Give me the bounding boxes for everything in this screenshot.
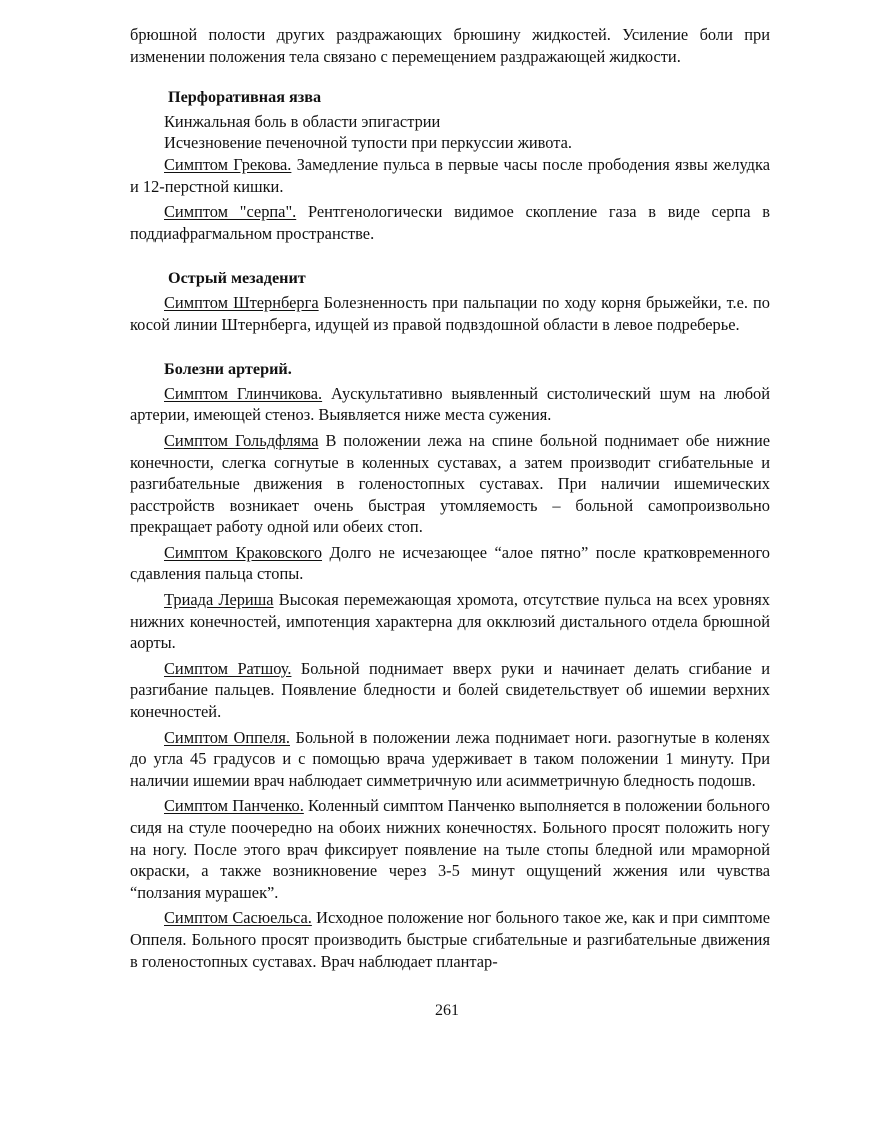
- symptom-description: Больной поднимает вверх руки и начинает делать сгибание и разгибание пальцев. Появление бледности и болей свидетельствует об ишемии верхних конечностей.: [130, 658, 770, 722]
- symptom-description: Болезненность при пальпации по ходу корня брыжейки, т.е. по косой линии Штернберга, идущей из правой подвздошной области в левое подреберье.: [130, 292, 770, 334]
- symptom-entry: [130, 201, 770, 244]
- symptom-description: Исходное положение ног больного такое же, как и при симптоме Оппеля. Больного просят производить быстрые сгибательные и разгибательные движения в голеностопных суставах. Врач наблюдает плантар-: [130, 908, 770, 971]
- section-heading: Перфоративная язва: [168, 88, 322, 107]
- symptom-term: Симптом Оппеля.: [164, 727, 290, 747]
- symptom-description: Высокая перемежающая хромота, отсутствие пульса на всех уровнях нижних конечностей, импотенция характерна для окклюзий дистального отдела брюшной аорты.: [130, 590, 770, 653]
- symptom-term: Симптом Гольдфляма: [164, 430, 319, 450]
- symptom-entry: [130, 727, 770, 792]
- symptom-description: Рентгенологически видимое скопление газа в виде серпа в поддиафрагмальном пространстве.: [130, 202, 770, 243]
- section-perforated-ulcer: [130, 87, 770, 244]
- symptom-entry: [130, 292, 770, 335]
- symptom-description: Больной в положении лежа поднимает ноги. разогнутые в коленях до угла 45 градусов и с помощью врача удерживает в таком положении 1 минуту. При наличии ишемии врач наблюдает симметричную или асимметричную бледность подошв.: [130, 727, 770, 790]
- intro-paragraph: брюшной полости других раздражающих брюшину жидкостей. Усиление боли при изменении положения тела связано с перемещением раздражающей жидкости.: [130, 25, 770, 66]
- symptom-description: Замедление пульса в первые часы после прободения язвы желудка и 12-перстной кишки.: [130, 154, 770, 196]
- symptom-entry: [130, 542, 770, 585]
- symptom-entry: [130, 383, 770, 426]
- symptom-entry: [130, 154, 770, 197]
- symptom-term: Триада Лериша: [164, 590, 274, 610]
- symptom-term: Симптом Штернберга: [164, 292, 319, 312]
- symptom-description: Коленный симптом Панченко выполняется в положении больного сидя на стуле поочередно на обоих нижних конечностях. Больного просят положить ногу на ногу. После этого врач фиксирует появление на тыле стопы бледной или мраморной окраски, а также возникновение через 3-5 минут ощущений жжения или чувства “ползания мурашек”.: [130, 796, 770, 902]
- symptom-term: Симптом Сасюельса.: [164, 908, 312, 928]
- symptom-description: Аускультативно выявленный систолический шум на любой артерии, имеющей стеноз. Выявляется ниже места сужения.: [130, 383, 770, 425]
- symptom-line: Кинжальная боль в области эпигастрии: [164, 111, 441, 131]
- section-acute-mesadenitis: [130, 268, 770, 335]
- symptom-term: Симптом Краковского: [164, 542, 323, 562]
- symptom-entry: [130, 795, 770, 903]
- symptom-term: Симптом Грекова.: [164, 154, 292, 174]
- symptom-term: Симптом Глинчикова.: [164, 383, 323, 403]
- symptom-term: Симптом Ратшоу.: [164, 658, 292, 678]
- page-number: 261: [435, 1002, 459, 1019]
- symptom-term: Симптом Панченко.: [164, 796, 304, 816]
- symptom-description: Долго не исчезающее “алое пятно” после кратковременного сдавления пальца стопы.: [130, 542, 770, 584]
- symptom-term: Симптом "серпа".: [164, 202, 297, 222]
- section-artery-diseases: [130, 359, 770, 972]
- symptom-entry: [130, 658, 770, 723]
- section-heading: Острый мезаденит: [168, 269, 306, 288]
- symptom-line: Исчезновение печеночной тупости при перкуссии живота.: [164, 133, 573, 153]
- symptom-description: В положении лежа на спине больной поднимает обе нижние конечности, слегка согнутые в коленных суставах, а затем производит сгибательные и разгибательные движения в голеностопных суставах. При наличии ишемических расстройств возникает очень быстрая утомляемость – больной самопроизвольно прекращает работу одной или обеих стоп.: [130, 430, 771, 537]
- symptom-entry: [130, 589, 770, 654]
- page-body: [130, 24, 770, 976]
- section-heading: Болезни артерий.: [164, 360, 292, 379]
- symptom-entry: [130, 430, 770, 538]
- symptom-entry: [130, 907, 770, 972]
